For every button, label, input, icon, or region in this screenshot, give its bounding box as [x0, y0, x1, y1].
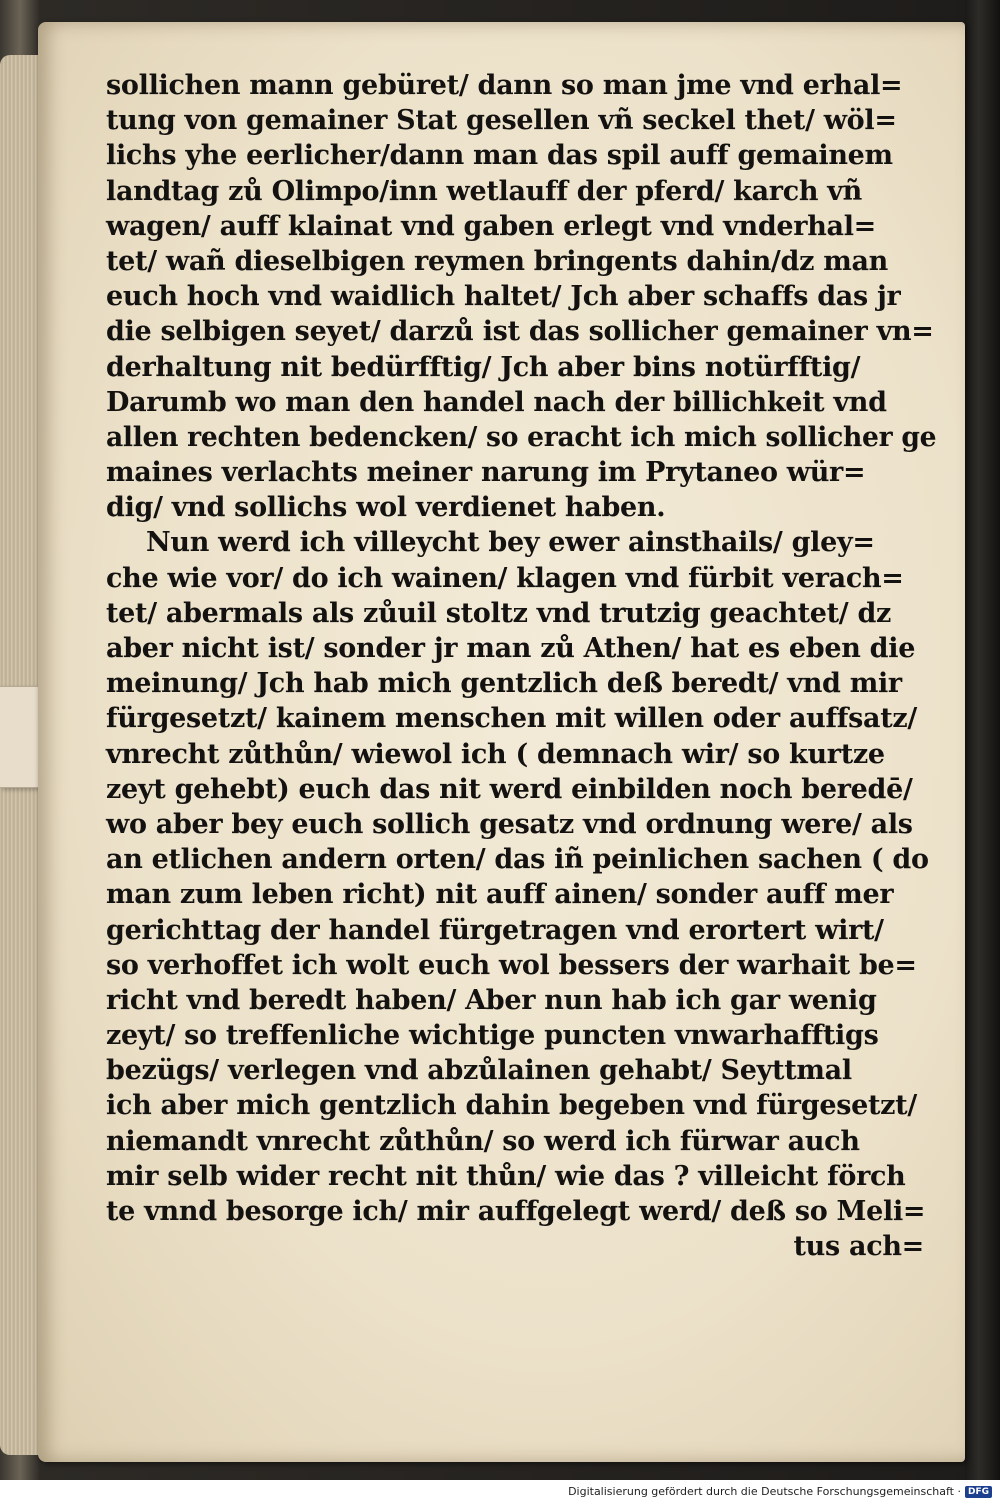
text-line: zeyt gehebt) euch das nit werd einbilden noch beredē/ — [106, 773, 913, 805]
text-line: ich aber mich gentzlich dahin begeben vnd fürgesetzt/ — [106, 1090, 917, 1122]
text-line: wagen/ auff klainat vnd gaben erlegt vnd vnderhal= — [106, 210, 877, 242]
text-line: landtag zů Olimpo/inn wetlauff der pferd/ karch vñ — [106, 175, 862, 207]
book-spine-edge — [965, 0, 1000, 1480]
text-line: che wie vor/ do ich wainen/ klagen vnd fürbit verach= — [106, 562, 904, 594]
text-line: die selbigen seyet/ darzů ist das sollicher gemainer vn= — [106, 316, 934, 348]
text-line: te vnnd besorge ich/ mir auffgelegt werd/ deß so Meli= — [106, 1196, 926, 1227]
text-line: fürgesetzt/ kainem menschen mit willen oder auffsatz/ — [106, 703, 917, 735]
digitization-footer — [0, 1480, 1000, 1503]
footer-credit-text: Digitalisierung gefördert durch die Deutsche Forschungsgemeinschaft · — [568, 1485, 961, 1498]
dfg-logo-icon: DFG — [965, 1486, 992, 1498]
text-line: zeyt/ so treffenliche wichtige puncten vnwarhafftigs — [106, 1020, 879, 1052]
text-line: vnrecht zůthůn/ wiewol ich ( demnach wir/ so kurtze — [106, 738, 885, 770]
text-line: tet/ wañ dieselbigen reymen bringents dahin/dz man — [106, 245, 889, 277]
text-line: dig/ vnd sollichs wol verdienet haben. — [106, 492, 666, 524]
text-line: an etlichen andern orten/ das iñ peinlichen sachen ( do — [106, 844, 929, 876]
text-line: niemandt vnrecht zůthůn/ so werd ich fürwar auch — [106, 1125, 860, 1157]
page-text — [106, 68, 936, 1264]
text-line: so verhoffet ich wolt euch wol bessers der warhait be= — [106, 949, 917, 981]
text-line: tet/ abermals als zůuil stoltz vnd trutzig geachtet/ dz — [106, 597, 892, 629]
text-line: euch hoch vnd waidlich haltet/ Jch aber schaffs das jr — [106, 281, 901, 313]
text-line: allen rechten bedencken/ so eracht ich mich sollicher ge — [106, 421, 937, 453]
text-line: aber nicht ist/ sonder jr man zů Athen/ hat es eben die — [106, 633, 916, 664]
text-line: derhaltung nit bedürfftig/ Jch aber bins notürfftig/ — [106, 351, 861, 383]
catchword-line: tus ach= — [793, 1231, 924, 1263]
text-line: meinung/ Jch hab mich gentzlich deß beredt/ vnd mir — [106, 668, 902, 700]
paragraph-start-line: Nun werd ich villeycht bey ewer ainsthails/ gley= — [146, 527, 875, 559]
text-line: Darumb wo man den handel nach der billichkeit vnd — [106, 386, 887, 418]
text-line: bezügs/ verlegen vnd abzůlainen gehabt/ Seyttmal — [106, 1055, 852, 1087]
text-line: sollichen mann gebüret/ dann so man jme vnd erhal= — [106, 70, 903, 101]
text-line: man zum leben richt) nit auff ainen/ sonder auff mer — [106, 879, 894, 911]
text-line: richt vnd beredt haben/ Aber nun hab ich gar wenig — [106, 984, 877, 1016]
text-line: maines verlachts meiner narung im Prytaneo wür= — [106, 457, 866, 489]
text-line: tung von gemainer Stat gesellen vñ seckel thet/ wöl= — [106, 105, 897, 137]
text-line: mir selb wider recht nit thůn/ wie das ? villeicht förch — [106, 1160, 906, 1192]
text-line: gerichttag der handel fürgetragen vnd erortert wirt/ — [106, 914, 884, 946]
text-line: lichs yhe eerlicher/dann man das spil auff gemainem — [106, 140, 893, 172]
text-line: wo aber bey euch sollich gesatz vnd ordnung were/ als — [106, 808, 913, 840]
